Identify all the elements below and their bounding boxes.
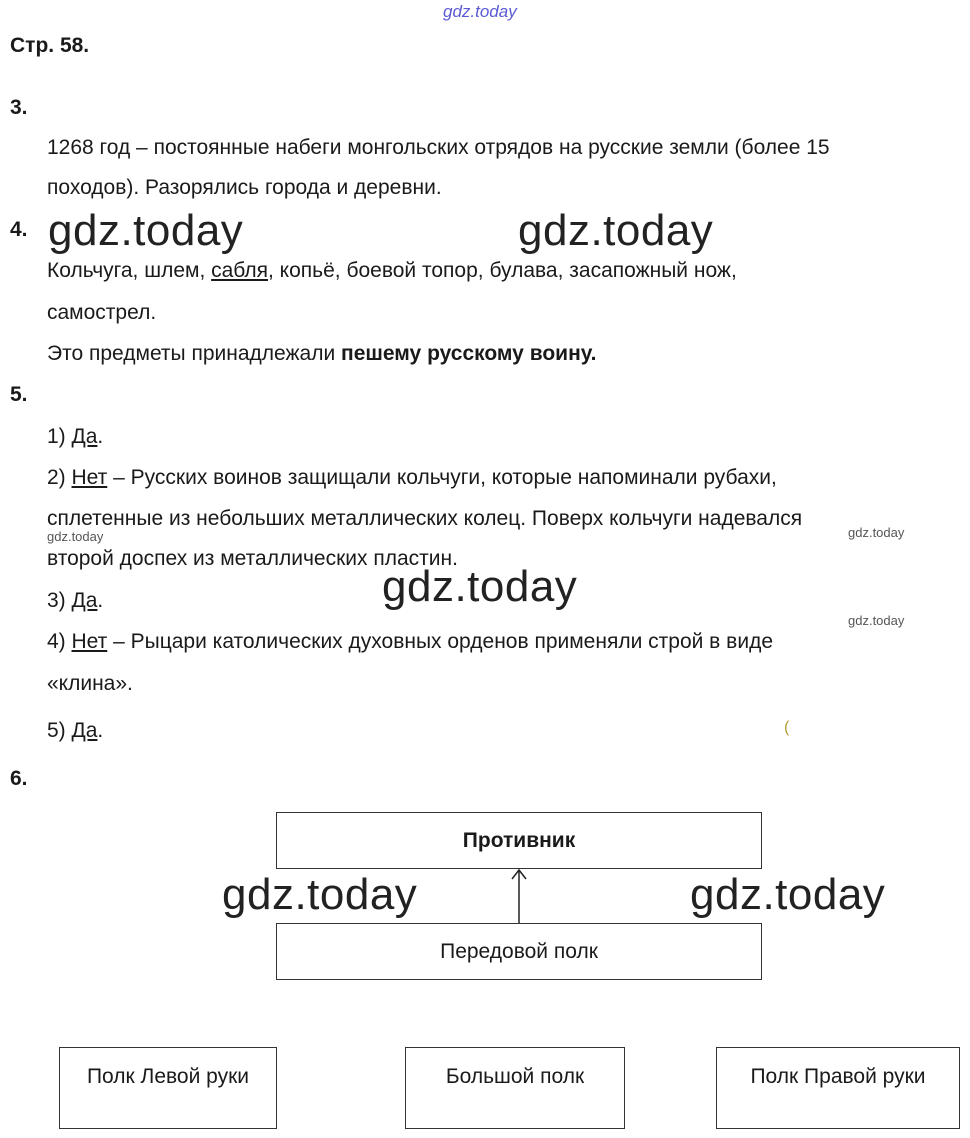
watermark-small-2: gdz.today — [848, 525, 905, 540]
watermark-small-1: gdz.today — [47, 529, 104, 544]
task-4-line-2: самострел. — [47, 301, 157, 324]
watermark-big-1: gdz.today — [48, 206, 244, 255]
item-answer: Да — [71, 425, 98, 448]
item-prefix: 2) — [47, 466, 72, 489]
task-5-item-1 — [47, 425, 103, 449]
main-regiment-box — [405, 1047, 625, 1129]
enemy-box — [276, 812, 762, 869]
task-4-underlined-word: сабля — [211, 259, 269, 282]
item-prefix: 3) — [47, 589, 72, 612]
task-4-line-3 — [47, 342, 596, 366]
item-rest: . — [97, 719, 104, 742]
task-5-item-4 — [47, 630, 773, 654]
item-answer: Да — [71, 719, 98, 742]
item-rest: – Русских воинов защищали кольчуги, которые напоминали рубахи, — [107, 466, 777, 489]
item-prefix: 1) — [47, 425, 72, 448]
task-3-line-2: походов). Разорялись города и деревни. — [47, 176, 442, 199]
arrow-up-icon — [509, 868, 529, 924]
task-5-item-2-line-3: второй доспех из металлических пластин. — [47, 547, 458, 570]
watermark-big-4: gdz.today — [222, 870, 418, 919]
watermark-big-3: gdz.today — [382, 562, 578, 611]
item-prefix: 4) — [47, 630, 72, 653]
task-3-number: 3. — [10, 96, 28, 119]
watermark-big-2: gdz.today — [518, 206, 714, 255]
stray-mark: ( — [784, 719, 790, 736]
task-4-bold-answer: пешему русскому воину. — [341, 342, 597, 365]
item-answer: Нет — [71, 630, 108, 653]
item-rest: . — [97, 589, 104, 612]
right-hand-box — [716, 1047, 960, 1129]
enemy-label: Противник — [462, 828, 576, 852]
task-5-item-5 — [47, 719, 103, 743]
item-rest: . — [97, 425, 104, 448]
right-hand-label: Полк Правой руки — [750, 1065, 926, 1088]
item-answer: Нет — [71, 466, 108, 489]
vanguard-label: Передовой полк — [440, 939, 598, 963]
task-4-line-3-text: Это предметы принадлежали — [47, 342, 342, 365]
task-5-number: 5. — [10, 383, 28, 406]
main-regiment-label: Большой полк — [445, 1065, 585, 1088]
task-5-item-4-line-2: «клина». — [47, 672, 133, 695]
task-6-number: 6. — [10, 767, 28, 790]
page-label: Стр. 58. — [10, 34, 90, 57]
task-4-line-1 — [47, 259, 737, 283]
watermark-big-5: gdz.today — [690, 870, 886, 919]
item-answer: Да — [71, 589, 98, 612]
item-rest: – Рыцари католических духовных орденов применяли строй в виде — [107, 630, 773, 653]
task-3-line-1: 1268 год – постоянные набеги монгольских отрядов на русские земли (более 15 — [47, 136, 830, 159]
watermark-small-3: gdz.today — [848, 613, 905, 628]
task-4-text-after: , копьё, боевой топор, булава, засапожный нож, — [268, 259, 737, 282]
task-5-item-2 — [47, 466, 777, 490]
watermark-top: gdz.today — [443, 2, 517, 21]
left-hand-label: Полк Левой руки — [86, 1065, 250, 1088]
task-4-text-before: Кольчуга, шлем, — [47, 259, 212, 282]
task-4-number: 4. — [10, 218, 28, 241]
item-prefix: 5) — [47, 719, 72, 742]
task-5-item-3 — [47, 589, 103, 613]
task-5-item-2-line-2: сплетенные из небольших металлических колец. Поверх кольчуги надевался — [47, 507, 803, 530]
left-hand-box — [59, 1047, 277, 1129]
vanguard-box — [276, 923, 762, 980]
